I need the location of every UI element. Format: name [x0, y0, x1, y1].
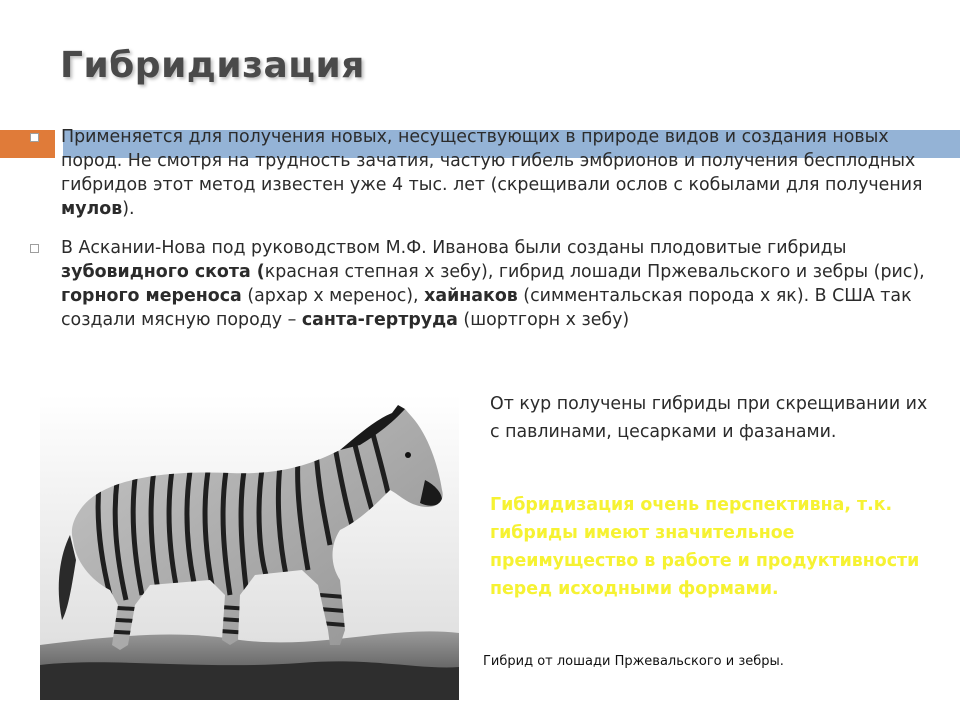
- paragraph-text: (архар х меренос),: [241, 286, 425, 306]
- paragraph-text: В Аскании-Нова под руководством М.Ф. Иванова были созданы плодовитые гибриды: [61, 238, 847, 258]
- paragraph-text: (шортгорн х зебу): [457, 310, 630, 330]
- bold-term-santa-gertrudis: санта-гертруда: [301, 310, 458, 330]
- bold-term-mules: мулов: [61, 199, 123, 219]
- paragraph-hybridization-intro: [61, 125, 941, 221]
- bullet-icon: [30, 133, 39, 142]
- zebra-hybrid-photo: [40, 395, 459, 700]
- accent-bar-orange: [0, 130, 55, 158]
- paragraph-askania-nova: [61, 236, 941, 332]
- slide-title: Гибридизация: [60, 45, 365, 86]
- paragraph-text: красная степная х зебу), гибрид лошади Пржевальского и зебры (рис),: [264, 262, 925, 282]
- bold-term-zebu-cattle: зубовидного скота (: [61, 262, 265, 282]
- perspective-highlight-text: Гибридизация очень перспективна, т.к. гибриды имеют значительное преимущество в работе и продуктивности перед исходными формами.: [490, 495, 920, 599]
- poultry-hybrids-text: От кур получены гибриды при скрещивании их с павлинами, цесарками и фазанами.: [490, 394, 928, 442]
- bold-term-khainak: хайнаков: [424, 286, 518, 306]
- paragraph-tail: ).: [122, 199, 135, 219]
- paragraph-text: Применяется для получения новых, несуществующих в природе видов и создания новых пород. Не смотря на трудность зачатия, частую гибель эмбрионов и получения бесплодных гибридов этот метод известен уже 4 тыс. лет (скрещивали ослов с кобылами для получения: [61, 127, 923, 195]
- photo-caption: Гибрид от лошади Пржевальского и зебры.: [483, 654, 784, 669]
- paragraph-text: (симментальская порода х як). В США так создали мясную породу –: [61, 286, 912, 330]
- bold-term-mountain-merino: горного мереноса: [61, 286, 242, 306]
- bullet-icon: [30, 244, 39, 253]
